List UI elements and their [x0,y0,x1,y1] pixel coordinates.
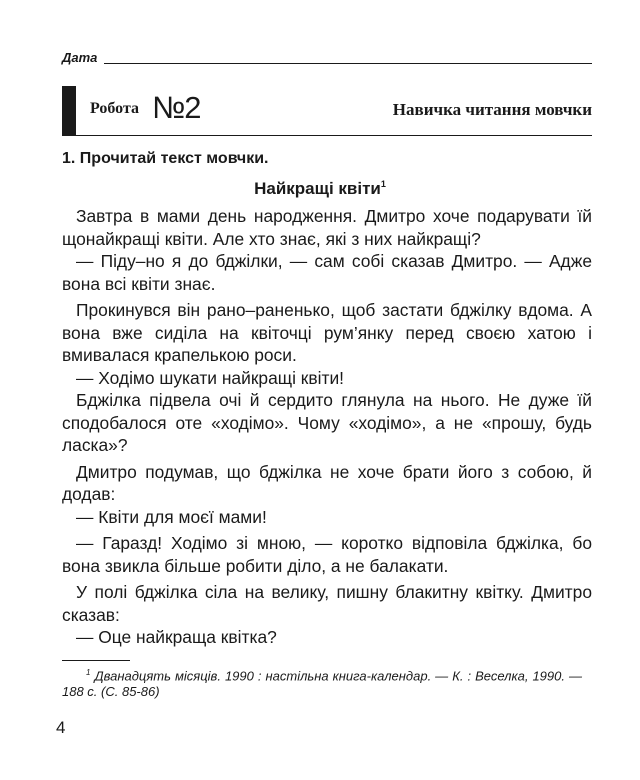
paragraph: У полі бджілка сіла на велику, пишну блакитну квітку. Дмитро сказав: [62,582,592,625]
paragraph: Завтра в мами день народження. Дмитро хоче подарувати їй щонайкращі квіти. Але хто знає, які з них найкращі? [62,206,592,249]
paragraph: — Гаразд! Ходімо зі мною, — коротко відповіла бджілка, бо вона звикла більше робити діло, а не балакати. [62,533,592,576]
footnote [62,665,582,700]
date-line [104,63,592,64]
paragraph: — Квіти для моєї мами! [76,506,267,527]
page-number: 4 [56,718,66,737]
header-rule [62,135,592,136]
paragraph: — Піду–но я до бджілки, — сам собі сказав Дмитро. — Адже вона всі квіти знає. [62,251,592,294]
work-number: №2 [152,90,201,125]
story-title-text: Найкращі квіти [254,179,381,198]
header-bar [62,86,76,136]
story-text [62,205,592,649]
footnote-mark: 1 [86,668,91,677]
paragraph: Бджілка підвела очі й сердито глянула на нього. Не дуже їй сподобалося оте «ходімо». Чому «ходімо», а не «прошу, будь ласка»? [62,390,592,455]
paragraph: Прокинувся він рано–раненько, щоб застати бджілку вдома. А вона вже сиділа на квіточці рум’янку перед своєю хатою і вмивалася крапелькою роси. [62,300,592,365]
header-title: Навичка читання мовчки [392,100,592,119]
work-label: Робота [90,100,140,117]
paragraph: — Ходімо шукати найкращі квіти! [76,367,344,388]
date-label: Дата [62,50,98,65]
task-instruction: 1. Прочитай текст мовчки. [62,150,269,167]
date-row [62,50,592,68]
footnote-rule [62,660,130,661]
footnote-ref: 1 [380,179,386,189]
paragraph: — Оце найкраща квітка? [76,627,277,647]
work-header [62,86,592,136]
story-title [0,179,640,199]
paragraph: Дмитро подумав, що бджілка не хоче брати його з собою, й додав: [62,461,592,504]
footnote-text: Дванадцять місяців. 1990 : настільна книга-календар. — К. : Веселка, 1990. — 188 с. (С. 85-86) [62,668,582,700]
